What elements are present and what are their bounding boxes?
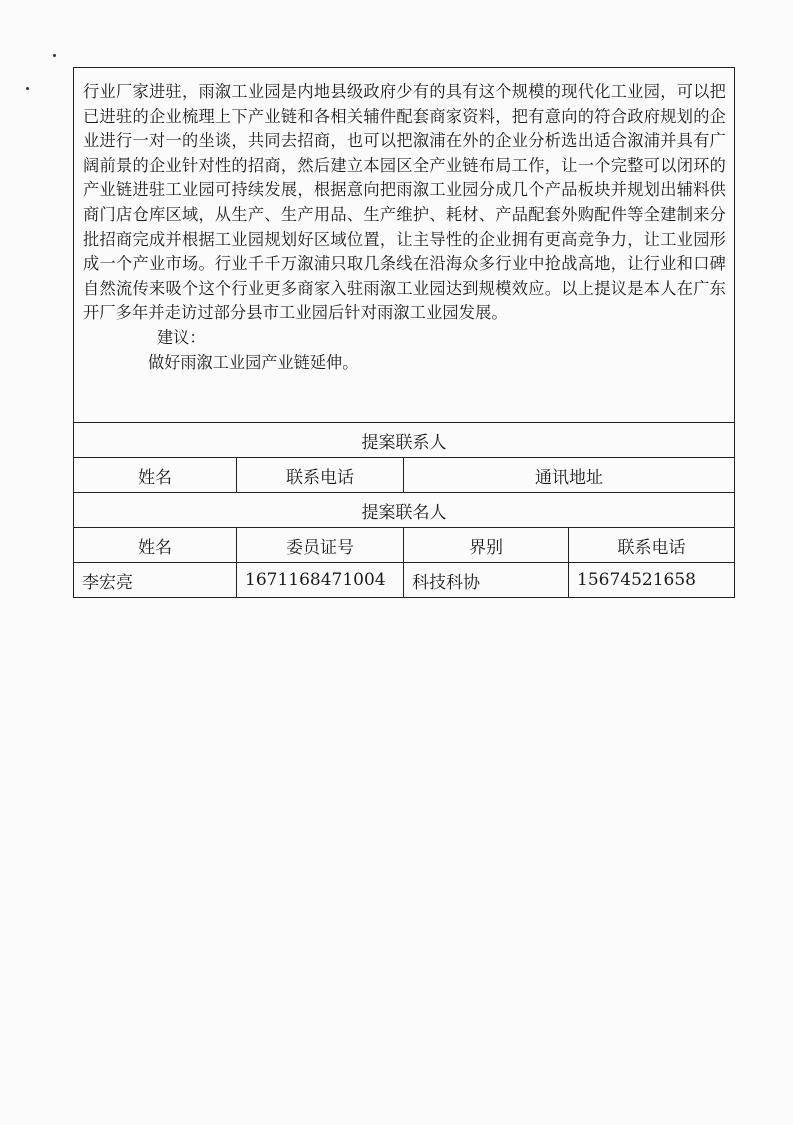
contact-header-phone: 联系电话 bbox=[237, 458, 404, 493]
contact-header-address: 通讯地址 bbox=[404, 458, 735, 493]
cosigner-header-member-id: 委员证号 bbox=[237, 528, 404, 563]
scan-speck bbox=[53, 54, 56, 57]
cosigner-name: 李宏亮 bbox=[74, 563, 237, 598]
proposal-content-cell bbox=[74, 68, 735, 423]
contact-header-name: 姓名 bbox=[74, 458, 237, 493]
proposal-body-text: 行业厂家进驻，雨溆工业园是内地县级政府少有的具有这个规模的现代化工业园，可以把已进驻的企业梳理上下产业链和各相关辅件配套商家资料，把有意向的符合政府规划的企业进行一对一的坐谈，共同去招商，也可以把溆浦在外的企业分析选出适合溆浦并具有广阔前景的企业针对性的招商，然后建立本园区全产业链布局工作，让一个完整可以闭环的产业链进驻工业园可持续发展，根据意向把雨溆工业园分成几个产品板块并规划出辅料供商门店仓库区域，从生产、生产用品、生产维护、耗材、产品配套外购配件等全建制来分批招商完成并根据工业园规划好区域位置，让主导性的企业拥有更高竞争力，让工业园形成一个产业市场。行业千千万溆浦只取几条线在沿海众多行业中抢战高地，让行业和口碑自然流传来吸个这个行业更多商家入驻雨溆工业园达到规模效应。以上提议是本人在广东开厂多年并走访过部分县市工业园后针对雨溆工业园发展。 bbox=[83, 82, 727, 323]
cosigner-header-name: 姓名 bbox=[74, 528, 237, 563]
cosigner-phone: 15674521658 bbox=[569, 563, 735, 598]
scan-speck bbox=[26, 87, 29, 90]
cosigner-member-id: 1671168471004 bbox=[237, 563, 404, 598]
table-row bbox=[74, 563, 735, 598]
suggestion-text: 做好雨溆工业园产业链延伸。 bbox=[148, 352, 359, 372]
cosigner-sector: 科技科协 bbox=[404, 563, 569, 598]
cosigner-header-sector: 界别 bbox=[404, 528, 569, 563]
suggestion-label: 建议： bbox=[157, 327, 206, 347]
cosigner-section-title: 提案联名人 bbox=[74, 493, 735, 528]
contact-section-title: 提案联系人 bbox=[74, 423, 735, 458]
cosigner-header-phone: 联系电话 bbox=[569, 528, 735, 563]
proposal-form-table bbox=[73, 67, 735, 598]
